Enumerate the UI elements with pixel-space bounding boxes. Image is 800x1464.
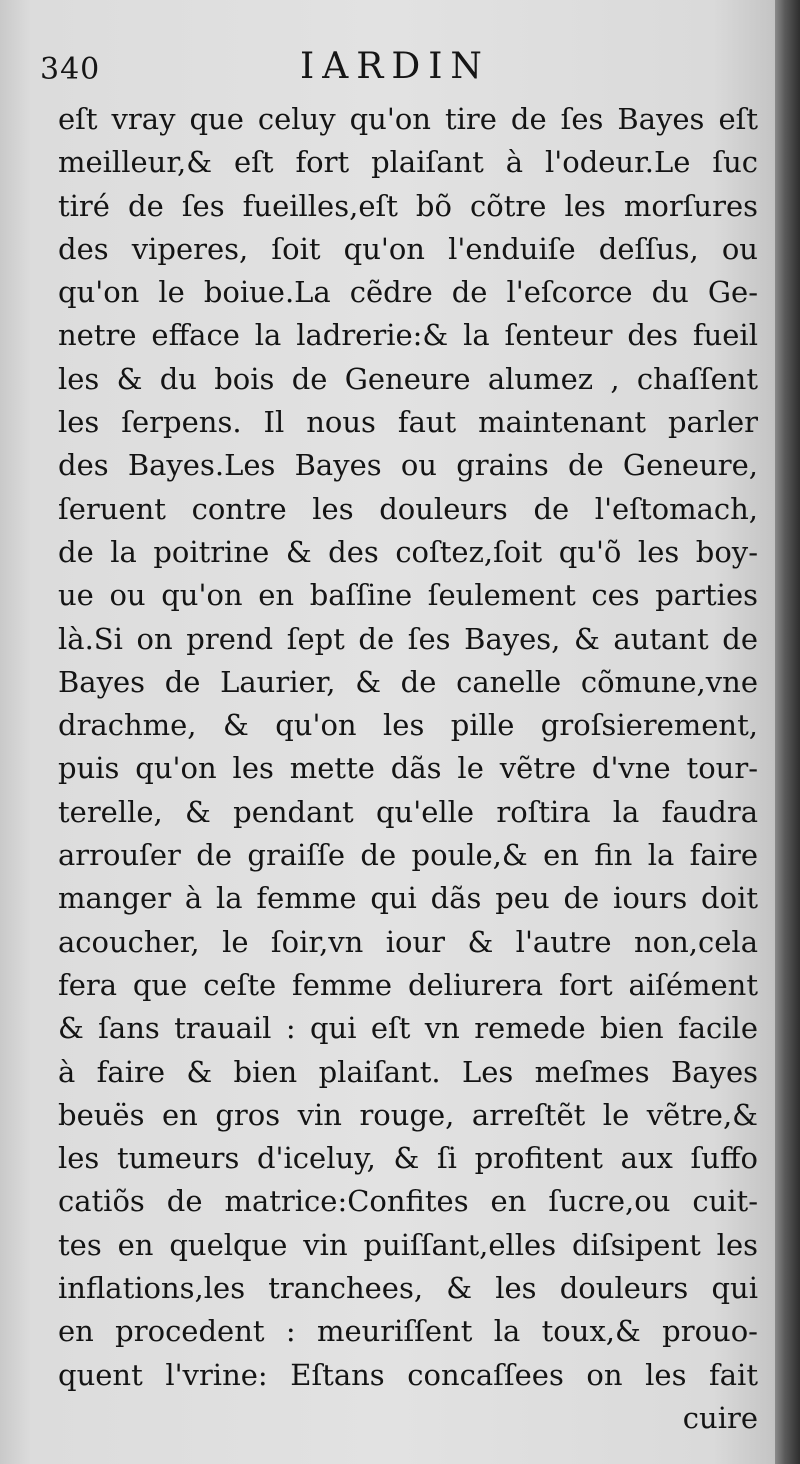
- text-line: là.Si on prend ſept de ſes Bayes, & autant de: [58, 621, 758, 656]
- text-line: terelle, & pendant qu'elle roſtira la faudra: [58, 794, 758, 829]
- text-line: Bayes de Laurier, & de canelle cõmune,vne: [58, 664, 758, 699]
- text-line: de la poitrine & des coſtez,ſoit qu'õ les boy-: [58, 534, 758, 569]
- text-line: tes en quelque vin puiſſant,elles diſsipent les: [58, 1227, 758, 1262]
- text-line: eſt vray que celuy qu'on tire de ſes Bayes eſt: [58, 102, 758, 136]
- page-number: 340: [40, 52, 101, 87]
- text-line: tiré de ſes fueilles,eſt bõ cõtre les morſures: [58, 188, 758, 223]
- page-gutter-shadow: [775, 0, 800, 1464]
- text-line: acoucher, le ſoir,vn iour & l'autre non,cela: [58, 924, 758, 959]
- text-line: & ſans trauail : qui eſt vn remede bien facile: [58, 1011, 758, 1046]
- text-line: meilleur,& eſt fort plaiſant à l'odeur.Le ſuc: [58, 145, 758, 180]
- text-line: à faire & bien plaiſant. Les meſmes Bayes: [58, 1054, 758, 1089]
- text-line: beuës en gros vin rouge, arreſtẽt le vẽtre,&: [58, 1097, 758, 1132]
- text-line: netre efface la ladrerie:& la ſenteur des fueil: [58, 318, 758, 353]
- page-header: [40, 46, 740, 90]
- text-line: ue ou qu'on en baſſine ſeulement ces parties: [58, 578, 758, 613]
- text-line: inflations,les tranchees, & les douleurs qui: [58, 1271, 758, 1306]
- body-text: [58, 98, 758, 1440]
- text-line: drachme, & qu'on les pille groſsierement,: [58, 708, 758, 743]
- text-line: qu'on le boiue.La cẽdre de l'eſcorce du Ge-: [58, 275, 758, 310]
- text-line: ſeruent contre les douleurs de l'eſtomach,: [58, 491, 758, 526]
- text-line: fera que ceſte femme deliurera fort aiſément: [58, 967, 758, 1002]
- text-line: les ſerpens. Il nous faut maintenant parler: [58, 405, 758, 440]
- text-line: manger à la femme qui dãs peu de iours doit: [58, 881, 758, 916]
- text-line: en procedent : meuriſſent la toux,& prouo-: [58, 1314, 758, 1349]
- text-line: les tumeurs d'iceluy, & ſi profitent aux ſuffo: [58, 1141, 758, 1176]
- catchword: cuire: [682, 1400, 758, 1435]
- text-line: arrouſer de graiſſe de poule,& en fin la faire: [58, 838, 758, 873]
- text-line: les & du bois de Geneure alumez , chaſſent: [58, 361, 758, 396]
- text-line: quent l'vrine: Eſtans concaſſees on les fait: [58, 1357, 758, 1392]
- text-line: des Bayes.Les Bayes ou grains de Geneure,: [58, 448, 758, 483]
- text-line: catiõs de matrice:Confites en ſucre,ou cuit-: [58, 1184, 758, 1219]
- text-line: puis qu'on les mette dãs le vẽtre d'vne tour-: [58, 751, 758, 786]
- text-line: des viperes, ſoit qu'on l'enduiſe deſſus, ou: [58, 231, 758, 266]
- running-title: IARDIN: [300, 46, 490, 87]
